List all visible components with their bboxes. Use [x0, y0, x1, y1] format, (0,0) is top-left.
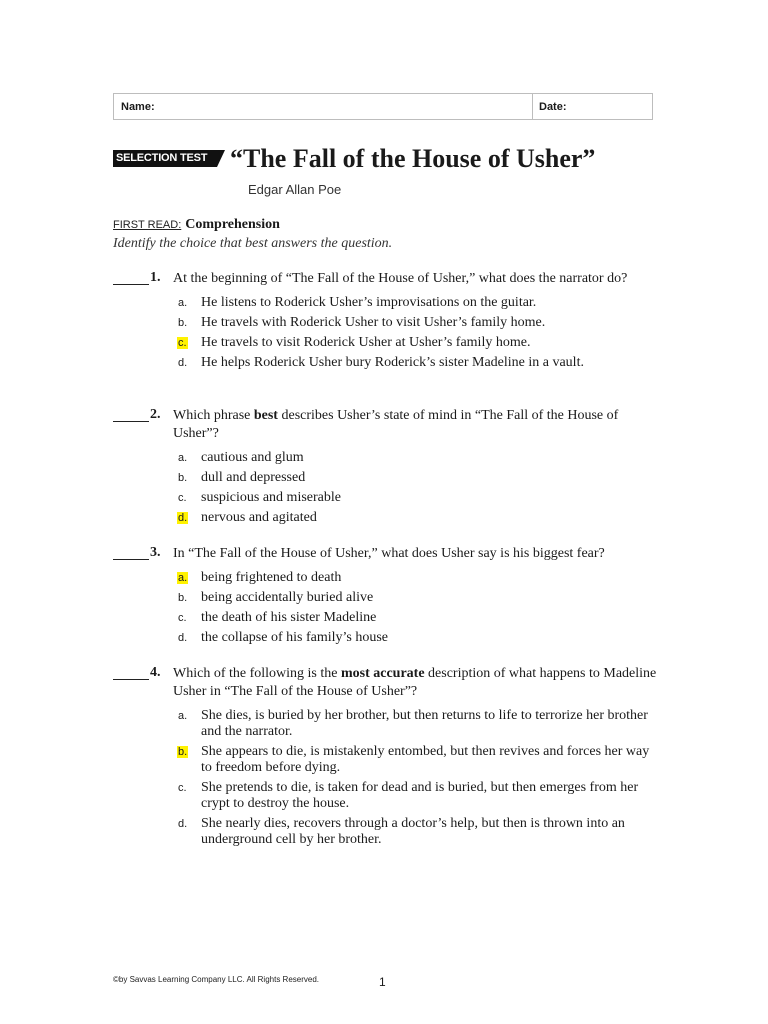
choice-letter: d. [178, 632, 188, 644]
section-label: FIRST READ: [113, 219, 182, 231]
choice-a [177, 450, 673, 466]
section-heading [113, 215, 280, 233]
choice-text: She dies, is buried by her brother, but then returns to life to terrorize her brother and the narrator. [201, 708, 648, 739]
choice-text: being frightened to death [201, 570, 342, 585]
name-label: Name: [121, 101, 155, 113]
choice-d [177, 816, 673, 848]
choice-letter: d. [178, 818, 188, 830]
choice-letter: a. [178, 297, 188, 309]
choice-text: nervous and agitated [201, 510, 317, 525]
section-title: Comprehension [185, 217, 280, 232]
choice-text: He helps Roderick Usher bury Roderick’s sister Madeline in a vault. [201, 355, 584, 370]
highlighted-choice-letter: a. [178, 572, 188, 584]
copyright-notice: ©by Savvas Learning Company LLC. All Rights Reserved. [113, 975, 319, 984]
header-divider [532, 94, 533, 119]
choice-letter: c. [178, 492, 187, 504]
question-1 [113, 270, 673, 375]
choice-a [177, 295, 673, 311]
choice-text: She nearly dies, recovers through a doctor’s help, but then is thrown into an underground cell by her brother. [201, 816, 625, 847]
choice-letter: b. [178, 592, 188, 604]
choice-d [177, 355, 673, 371]
choice-a [177, 708, 673, 740]
instructions: Identify the choice that best answers the question. [113, 236, 393, 251]
question-2 [113, 407, 673, 530]
page-number: 1 [379, 975, 386, 989]
emphasis: best [253, 408, 278, 423]
answer-blank[interactable] [113, 270, 149, 285]
choice-b [177, 590, 673, 606]
choice-text: the death of his sister Madeline [201, 610, 377, 625]
choice-c [177, 780, 673, 812]
question-text: Which phrase best describes Usher’s state of mind in “The Fall of the House of Usher”? [173, 408, 619, 441]
answer-blank[interactable] [113, 545, 149, 560]
choice-text: He travels to visit Roderick Usher at Usher’s family home. [201, 335, 531, 350]
choice-letter: b. [178, 317, 188, 329]
name-date-header [113, 93, 653, 120]
question-text: At the beginning of “The Fall of the House of Usher,” what does the narrator do? [173, 271, 628, 286]
question-number: 2. [150, 407, 161, 422]
question-4 [113, 665, 673, 852]
question-text: In “The Fall of the House of Usher,” what does Usher say is his biggest fear? [173, 546, 605, 561]
highlighted-choice-letter: d. [178, 512, 188, 524]
choice-c [177, 490, 673, 506]
question-number: 1. [150, 270, 161, 285]
choice-letter: a. [178, 710, 188, 722]
choice-text: He travels with Roderick Usher to visit Usher’s family home. [201, 315, 546, 330]
choice-c [177, 610, 673, 626]
question-3 [113, 545, 673, 650]
choice-letter: b. [178, 472, 188, 484]
answer-blank[interactable] [113, 665, 149, 680]
selection-test-badge: SELECTION TEST [113, 150, 217, 167]
choice-text: She pretends to die, is taken for dead and is buried, but then emerges from her crypt to destroy the house. [201, 780, 639, 811]
choice-letter: c. [178, 782, 187, 794]
question-text: Which of the following is the most accurate description of what happens to Madeline Usher in “The Fall of the House of Usher”? [173, 666, 657, 699]
question-number: 4. [150, 665, 161, 680]
choice-d [177, 510, 673, 526]
choice-text: suspicious and miserable [201, 490, 341, 505]
choice-text: He listens to Roderick Usher’s improvisations on the guitar. [201, 295, 537, 310]
answer-blank[interactable] [113, 407, 149, 422]
choice-text: cautious and glum [201, 450, 304, 465]
highlighted-choice-letter: b. [178, 746, 188, 758]
choice-letter: c. [178, 612, 187, 624]
choice-text: dull and depressed [201, 470, 306, 485]
choice-b [177, 315, 673, 331]
author-name: Edgar Allan Poe [248, 182, 342, 197]
choice-letter: a. [178, 452, 188, 464]
choice-b [177, 470, 673, 486]
choice-letter: d. [178, 357, 188, 369]
choice-text: She appears to die, is mistakenly entombed, but then revives and forces her way to freedom before dying. [201, 744, 650, 775]
choice-text: the collapse of his family’s house [201, 630, 389, 645]
choice-d [177, 630, 673, 646]
choice-text: being accidentally buried alive [201, 590, 374, 605]
choice-c [177, 335, 673, 351]
choice-b [177, 744, 673, 776]
emphasis: most accurate [340, 666, 425, 681]
highlighted-choice-letter: c. [178, 337, 187, 349]
choice-a [177, 570, 673, 586]
question-number: 3. [150, 545, 161, 560]
page-title: “The Fall of the House of Usher” [230, 144, 596, 173]
date-label: Date: [539, 101, 567, 113]
